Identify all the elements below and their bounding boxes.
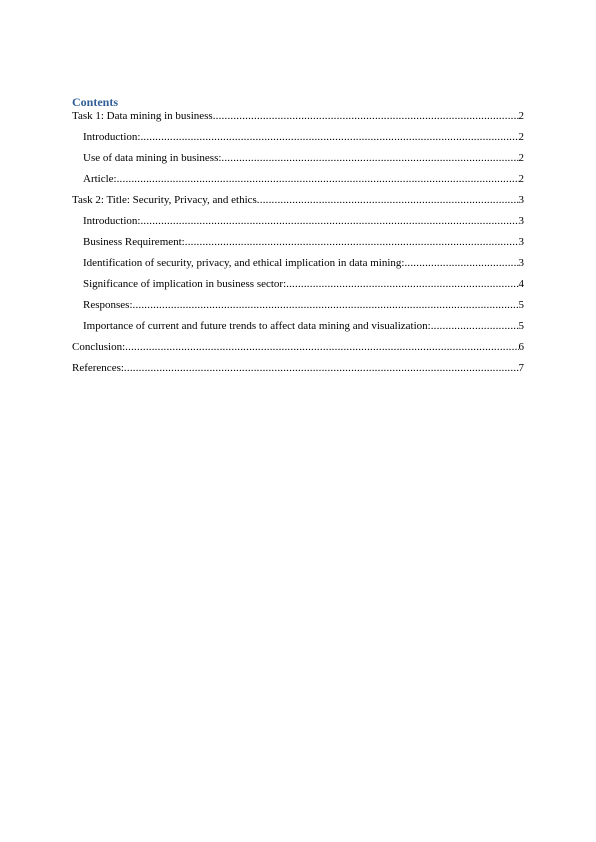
toc-entry-title: Task 2: Title: Security, Privacy, and ethics: [72, 194, 257, 206]
toc-entry-page-number: 3: [518, 236, 524, 248]
toc-dot-leader: [213, 110, 519, 123]
toc-entry[interactable]: [72, 194, 524, 207]
toc-heading: Contents: [72, 95, 119, 109]
toc-dot-leader: [140, 131, 518, 144]
toc-dot-leader: [185, 236, 519, 249]
toc-dot-leader: [133, 299, 519, 312]
toc-entry-page-number: 7: [518, 362, 524, 374]
toc-entry-title: Business Requirement:: [83, 236, 185, 248]
toc-entry[interactable]: [72, 152, 524, 165]
toc-dot-leader: [431, 320, 519, 333]
toc-entry[interactable]: [72, 131, 524, 144]
toc-entry-title: References:: [72, 362, 124, 374]
toc-entry[interactable]: [72, 215, 524, 228]
toc-entry-title: Article:: [83, 173, 117, 185]
toc-entry[interactable]: [72, 110, 524, 123]
toc-entry-title: Importance of current and future trends to affect data mining and visualization:: [83, 320, 431, 332]
toc-entry[interactable]: [72, 320, 524, 333]
toc-list: [72, 110, 524, 375]
toc-entry-page-number: 2: [518, 152, 524, 164]
toc-entry-title: Conclusion:: [72, 341, 126, 353]
toc-entry[interactable]: [72, 173, 524, 186]
toc-entry[interactable]: [72, 299, 524, 312]
toc-entry[interactable]: [72, 257, 524, 270]
toc-dot-leader: [257, 194, 519, 207]
toc-entry[interactable]: [72, 278, 524, 291]
toc-entry-title: Identification of security, privacy, and ethical implication in data mining:: [83, 257, 405, 269]
table-of-contents: [72, 95, 524, 375]
toc-entry[interactable]: [72, 341, 524, 354]
toc-entry-page-number: 2: [518, 173, 524, 185]
toc-entry-page-number: 2: [518, 110, 524, 122]
toc-entry[interactable]: [72, 236, 524, 249]
toc-dot-leader: [404, 257, 518, 270]
toc-entry-title: Introduction:: [83, 131, 141, 143]
toc-entry-page-number: 6: [518, 341, 524, 353]
toc-entry-page-number: 5: [518, 299, 524, 311]
toc-dot-leader: [140, 215, 518, 228]
toc-entry-title: Use of data mining in business:: [83, 152, 222, 164]
toc-entry-page-number: 4: [518, 278, 524, 290]
toc-dot-leader: [117, 173, 519, 186]
toc-entry-page-number: 3: [518, 215, 524, 227]
toc-entry-page-number: 2: [518, 131, 524, 143]
toc-dot-leader: [221, 152, 518, 165]
toc-dot-leader: [286, 278, 518, 291]
toc-dot-leader: [125, 341, 518, 354]
toc-entry-page-number: 3: [518, 257, 524, 269]
toc-entry-title: Responses:: [83, 299, 133, 311]
toc-entry-title: Task 1: Data mining in business: [72, 110, 213, 122]
toc-entry-page-number: 3: [518, 194, 524, 206]
toc-entry-page-number: 5: [518, 320, 524, 332]
toc-entry-title: Introduction:: [83, 215, 141, 227]
toc-dot-leader: [124, 362, 519, 375]
toc-entry[interactable]: [72, 362, 524, 375]
toc-entry-title: Significance of implication in business sector:: [83, 278, 287, 290]
